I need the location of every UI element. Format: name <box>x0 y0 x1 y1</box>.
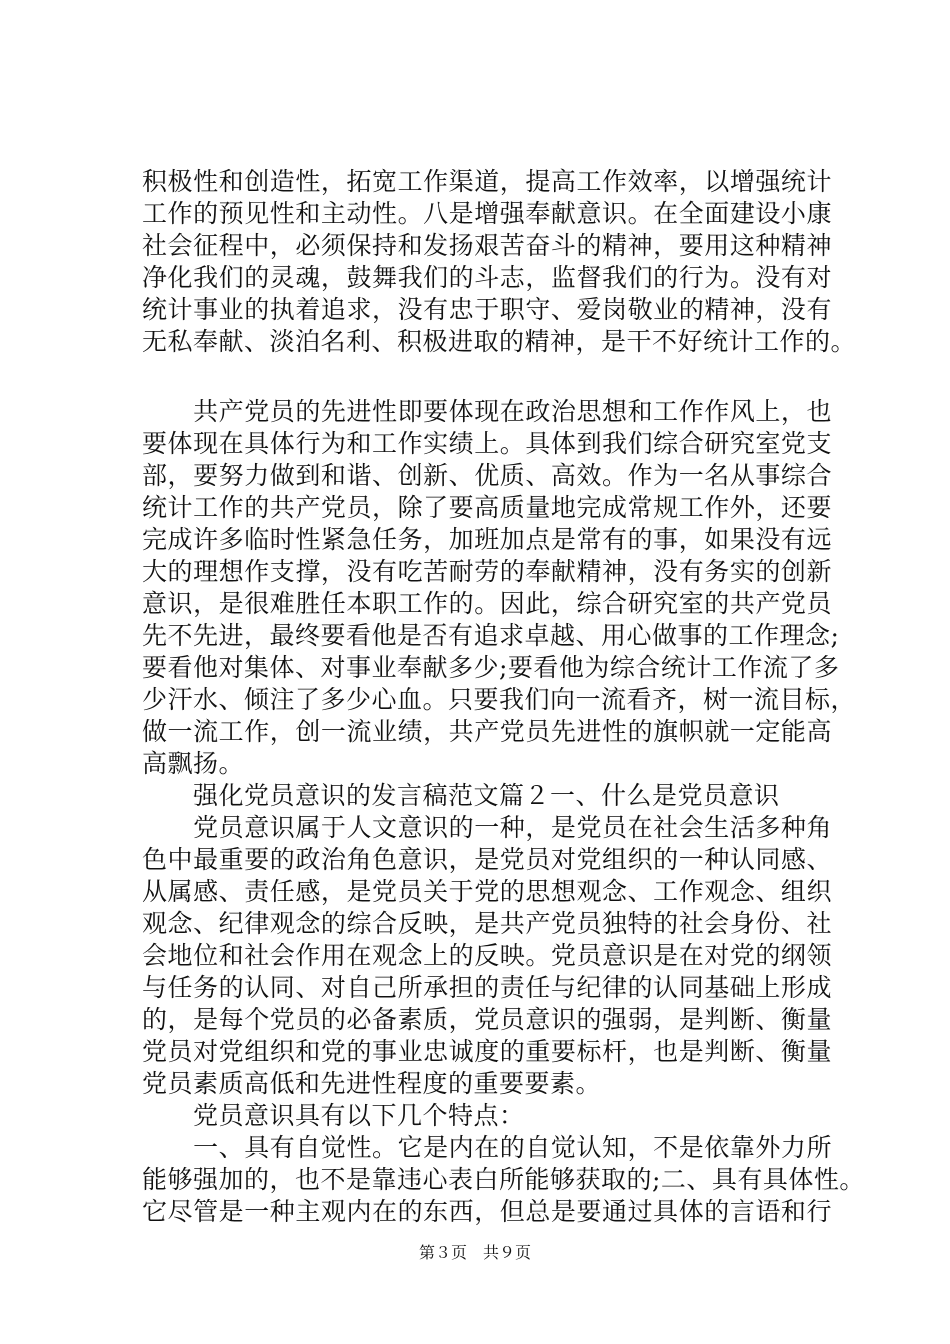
text-line: 党员意识具有以下几个特点： <box>142 1101 525 1130</box>
text-line: 部，要努力做到和谐、创新、优质、高效。作为一名从事综合 <box>142 461 832 490</box>
text-line: 积极性和创造性，拓宽工作渠道，提高工作效率，以增强统计 <box>142 167 832 196</box>
text-line: 统计工作的共产党员，除了要高质量地完成常规工作外，还要 <box>142 493 832 522</box>
text-line: 能够强加的，也不是靠违心表白所能够获取的;二、具有具体性。 <box>142 1165 865 1194</box>
text-line: 色中最重要的政治角色意识，是党员对党组织的一种认同感、 <box>142 845 832 874</box>
text-line: 从属感、责任感，是党员关于党的思想观念、工作观念、组织 <box>142 877 832 906</box>
text-line: 的，是每个党员的必备素质，党员意识的强弱，是判断、衡量 <box>142 1005 832 1034</box>
text-line: 少汗水、倾注了多少心血。只要我们向一流看齐，树一流目标， <box>142 685 857 714</box>
text-line: 净化我们的灵魂，鼓舞我们的斗志，监督我们的行为。没有对 <box>142 263 832 292</box>
text-line: 意识，是很难胜任本职工作的。因此，综合研究室的共产党员 <box>142 589 832 618</box>
text-line: 它尽管是一种主观内在的东西，但总是要通过具体的言语和行 <box>142 1197 832 1226</box>
text-line: 统计事业的执着追求，没有忠于职守、爱岗敬业的精神，没有 <box>142 295 832 324</box>
paragraph-3 <box>142 780 832 812</box>
text-line: 党员对党组织和党的事业忠诚度的重要标杆，也是判断、衡量 <box>142 1037 832 1066</box>
text-line: 党员素质高低和先进性程度的重要要素。 <box>142 1069 602 1098</box>
text-line: 完成许多临时性紧急任务，加班加点是常有的事，如果没有远 <box>142 525 832 554</box>
paragraph-1 <box>142 166 857 358</box>
text-line: 会地位和社会作用在观念上的反映。党员意识是在对党的纲领 <box>142 941 832 970</box>
text-line: 工作的预见性和主动性。八是增强奉献意识。在全面建设小康 <box>142 199 832 228</box>
document-body <box>142 166 865 1228</box>
section-heading: 强化党员意识的发言稿范文篇２一、什么是党员意识 <box>142 781 780 810</box>
paragraph-spacer <box>142 358 832 396</box>
text-line: 共产党员的先进性即要体现在政治思想和工作作风上，也 <box>142 397 832 426</box>
paragraph-2 <box>142 396 857 780</box>
page-indicator: 第３页 共９页 <box>418 1243 531 1262</box>
text-line: 无私奉献、淡泊名利、积极进取的精神，是干不好统计工作的。 <box>142 327 857 356</box>
text-line: 一、具有自觉性。它是内在的自觉认知，不是依靠外力所 <box>142 1133 832 1162</box>
text-line: 与任务的认同、对自己所承担的责任与纪律的认同基础上形成 <box>142 973 832 1002</box>
text-line: 观念、纪律观念的综合反映，是共产党员独特的社会身份、社 <box>142 909 832 938</box>
paragraph-6 <box>142 1132 865 1228</box>
text-line: 高飘扬。 <box>142 749 245 778</box>
paragraph-5 <box>142 1100 832 1132</box>
paragraph-4 <box>142 812 832 1100</box>
text-line: 要体现在具体行为和工作实绩上。具体到我们综合研究室党支 <box>142 429 832 458</box>
page-footer <box>0 1243 950 1263</box>
text-line: 党员意识属于人文意识的一种，是党员在社会生活多种角 <box>142 813 832 842</box>
text-line: 大的理想作支撑，没有吃苦耐劳的奉献精神，没有务实的创新 <box>142 557 832 586</box>
text-line: 要看他对集体、对事业奉献多少;要看他为综合统计工作流了多 <box>142 653 840 682</box>
text-line: 先不先进，最终要看他是否有追求卓越、用心做事的工作理念; <box>142 621 840 650</box>
text-line: 做一流工作，创一流业绩，共产党员先进性的旗帜就一定能高 <box>142 717 832 746</box>
text-line: 社会征程中，必须保持和发扬艰苦奋斗的精神，要用这种精神 <box>142 231 832 260</box>
